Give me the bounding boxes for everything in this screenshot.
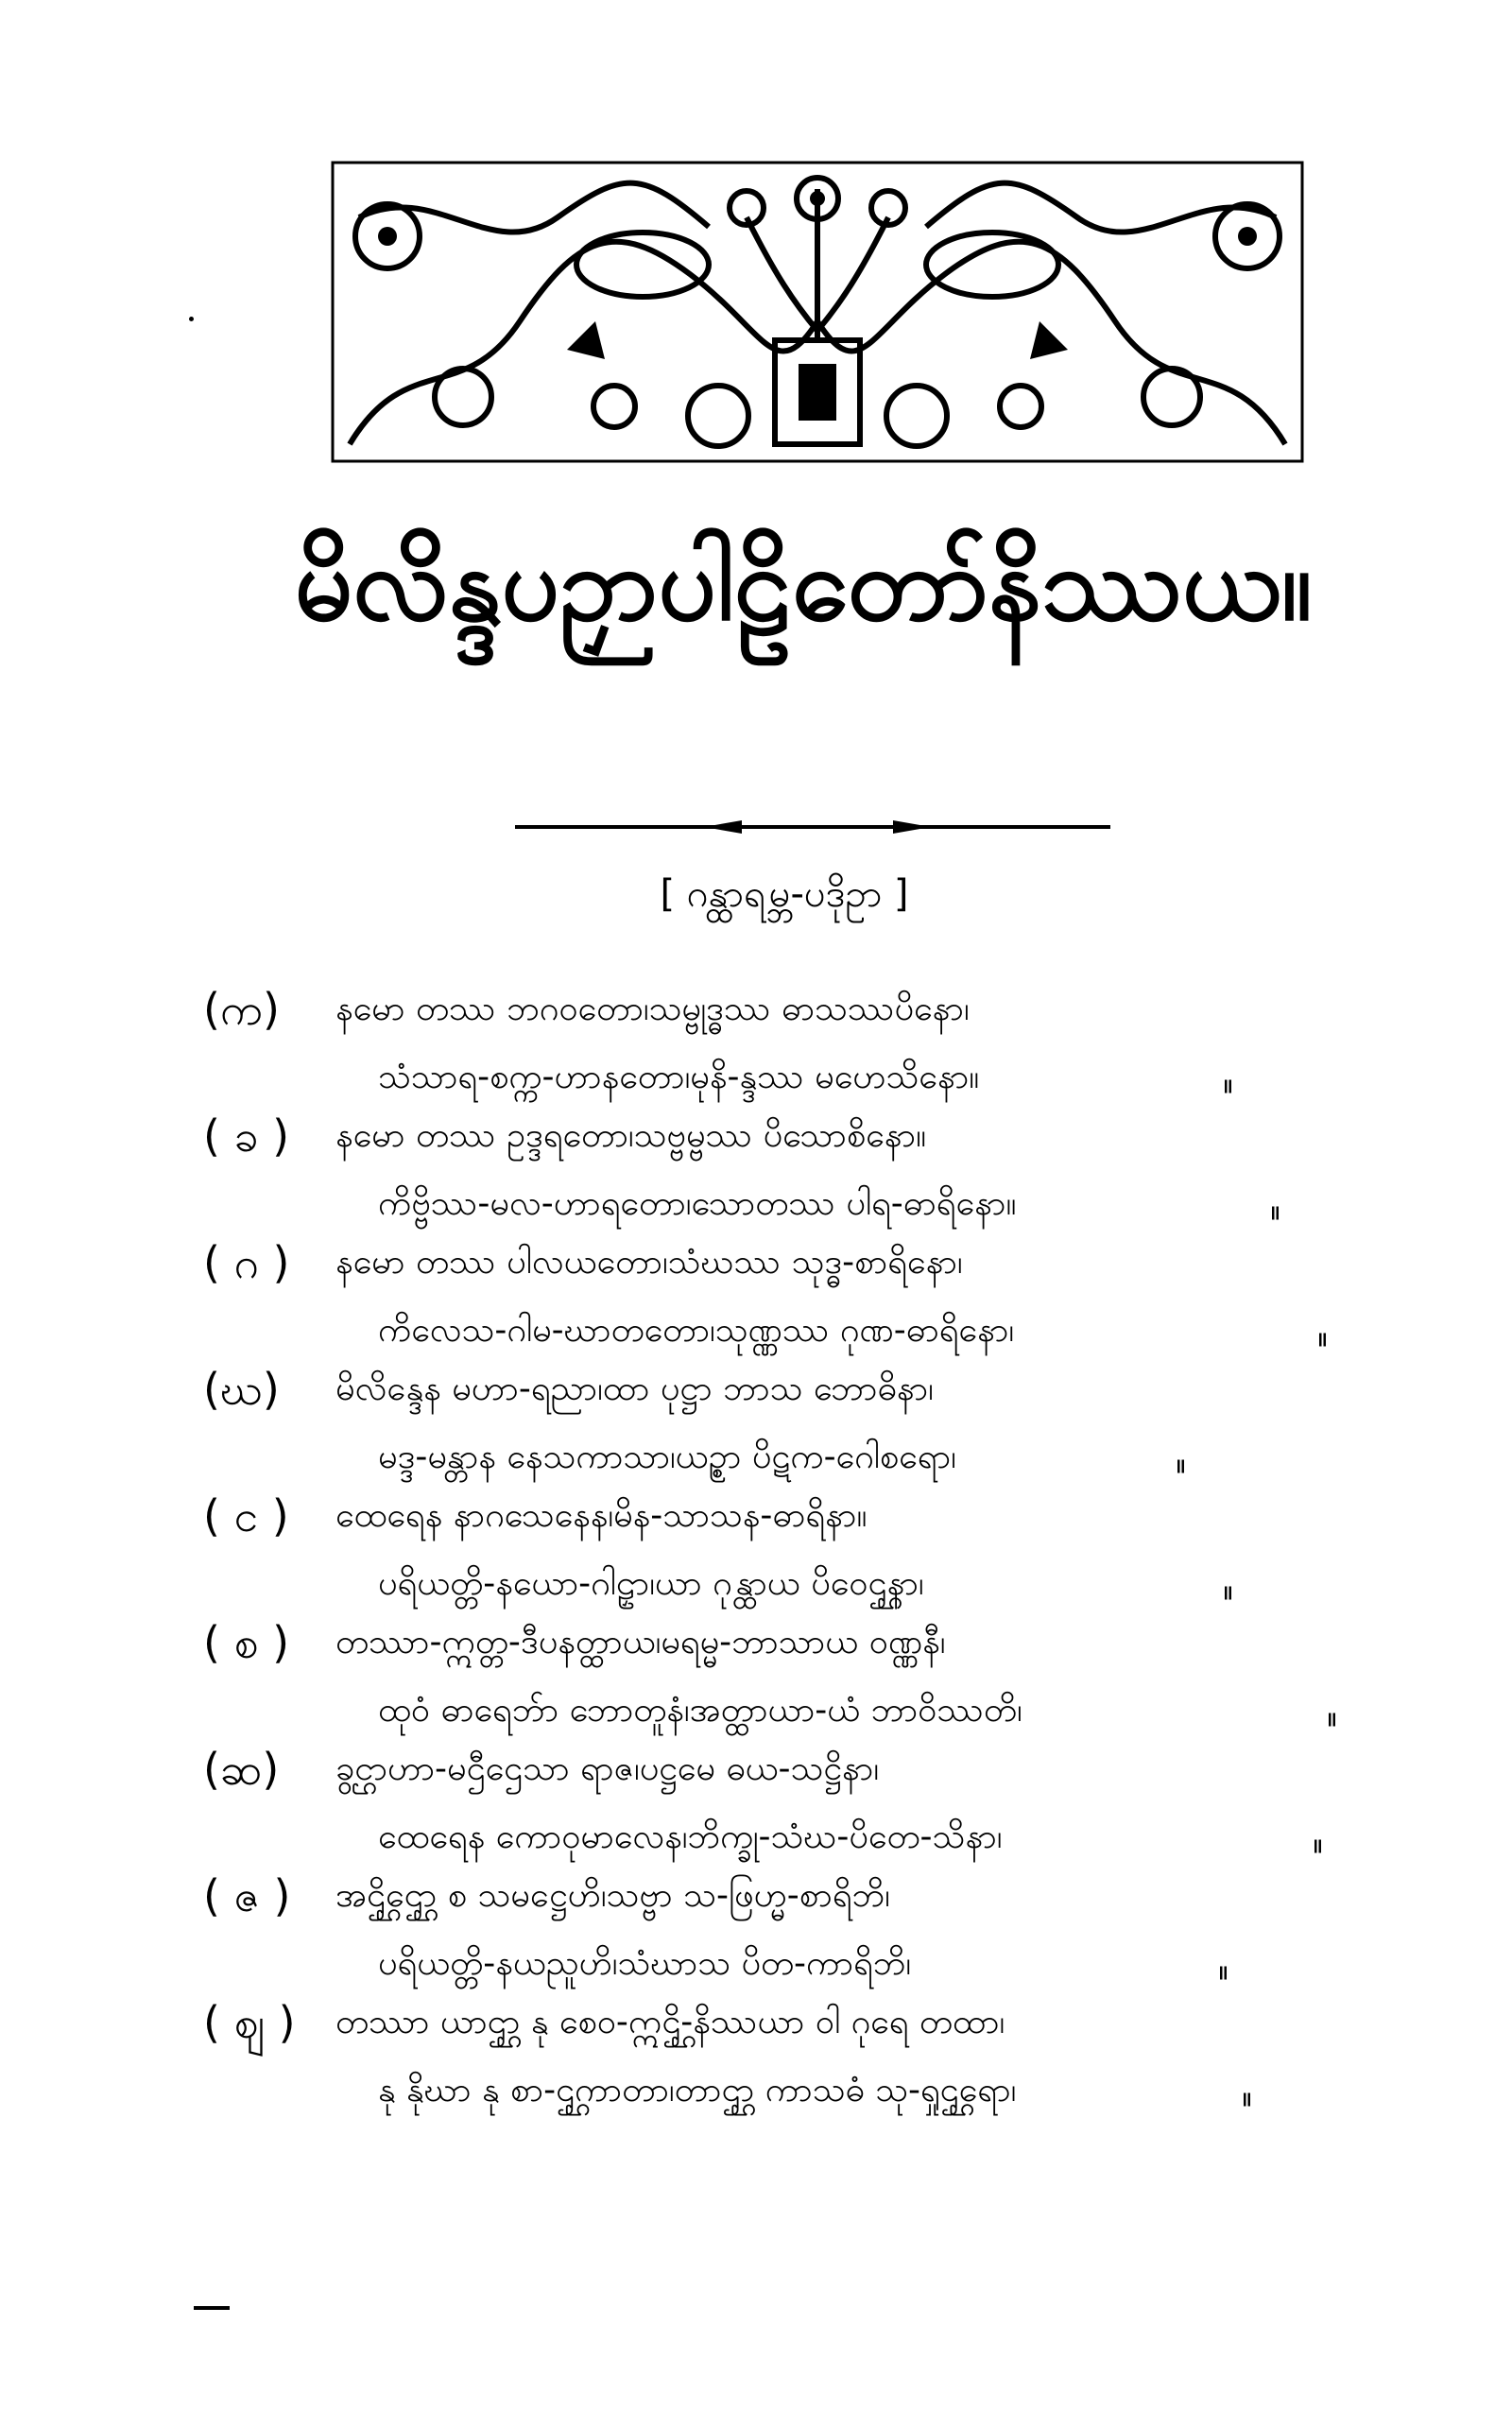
verse-line: နမော တဿ ပါလယတော၊သံဃဿ သုဒ္ဓ-စာရိနော၊	[335, 1243, 963, 1282]
verse-item	[203, 1100, 1403, 1227]
verse-item	[203, 1733, 1403, 1860]
verse-line: ကိဗ္ဗိဿ-မလ-ဟာရတော၊သောတဿ ပါရ-ဓာရိနော။	[378, 1184, 1017, 1223]
verse-item	[203, 1480, 1403, 1607]
verse-line: နမော တဿ ဥဒ္ဒရတော၊သဗ္ဗမ္ဗဿ ပိသောစိနော။	[335, 1116, 926, 1155]
end-mark: ။	[1224, 1067, 1233, 1100]
verse-line: ခွင္ဌာဟာ-မဌီဌေသာ ရာဇ၊ပဋ္ဌမေ ဓယ-သဋ္ဌိနာ၊	[335, 1749, 880, 1788]
verse-line: နု နိုဃာ နု စာ-ဌ္ဌကာတာ၊တာဌ္ဌာ ကာသဓံ သု-ရှုဌ္ဌရော၊	[378, 2071, 1017, 2109]
verse-number: ( စ )	[203, 1617, 290, 1668]
page-title: မိလိန္ဒပဉှာပါဠိတော်နိဿယ။	[294, 525, 1313, 644]
verse-number: (ဆ)	[203, 1744, 280, 1795]
verse-item	[203, 1607, 1403, 1733]
verse-number: (က)	[203, 984, 280, 1035]
end-mark: ။	[1314, 1827, 1323, 1860]
end-mark: ။	[1271, 1194, 1280, 1227]
verse-line: သံသာရ-စက္က-ဟာနတော၊မုနိ-န္ဒဿ မဟေသိနော။	[378, 1058, 980, 1096]
stray-mark	[189, 317, 194, 321]
verse-item	[203, 1353, 1403, 1480]
verse-line: တဿာ-ဣတ္တ-ဒီပနတ္ထာယ၊မရမ္မ-ဘာသာယ ဝဏ္ဏနီ၊	[335, 1623, 946, 1662]
verse-item	[203, 973, 1403, 1100]
verse-number: ( ဈ )	[203, 1997, 296, 2048]
verse-number: ( င )	[203, 1490, 289, 1541]
verse-line: နမော တဿ ဘဂဝတော၊သမ္ဗုဒ္ဓဿ ဓာသဿပိနော၊	[335, 990, 970, 1028]
verse-number: ( ခ )	[203, 1111, 290, 1162]
verse-item	[203, 1227, 1403, 1353]
verse-item	[203, 1860, 1403, 1987]
verse-line: ထေရေန ကောဝုမာလေန၊ဘိက္ခု-သံဃ-ပိတေ-သိနာ၊	[378, 1817, 1003, 1856]
section-subtitle: [ ဂန္ထာရမ္ဘ-ပဒိုဥာ ]	[660, 872, 909, 916]
verse-number: ( ဇ )	[203, 1870, 291, 1921]
verse-line: ထုဝံ ဓာရေဘ်ာ ဘောတူနံ၊အတ္ထာယာ-ယံ ဘာဝိဿတိ၊	[378, 1691, 1022, 1730]
verse-line: ကိလေသ-ဂါမ-ဃာတတော၊သုဏ္ဏဿ ဂုဏ-ဓာရိနော၊	[378, 1311, 1015, 1350]
verse-number: (ဃ)	[203, 1364, 280, 1415]
end-mark: ။	[1243, 2080, 1252, 2113]
verse-line: မိလိန္ဒေန မဟာ-ရညာ၊ထာ ပုဋ္ဌာ ဘာသ ဘောဓိနာ၊	[335, 1369, 934, 1408]
verse-number: ( ဂ )	[203, 1237, 290, 1288]
end-mark: ။	[1318, 1320, 1328, 1353]
verse-line: မဒ္ဒ-မန္တာန နေသကာသာ၊ယဥ္စာ ပိဋက-ဂေါစရော၊	[378, 1438, 956, 1476]
verse-line: ပရိယတ္တိ-နယညူဟိ၊သံဃာသ ပိတ-ကာရိဘိ၊	[378, 1944, 912, 1983]
verse-line: ပရိယတ္တိ-နယော-ဂါဠှာ၊ယာ ဂုန္ထာယ ပိဝေဌ္ဌနာ၊	[378, 1564, 924, 1603]
verse-line: ထေရေန နာဂသေနေန၊မိန-သာသန-ဓာရိနာ။	[335, 1496, 868, 1535]
end-mark: ။	[1328, 1700, 1337, 1733]
verse-list	[203, 973, 1403, 2113]
floral-ornament-headpiece	[331, 161, 1304, 463]
decorative-rule	[515, 815, 1110, 839]
verse-line: အဌ္ဌိဌ္ဌော စ သမဋ္ဌေဟိ၊သဗ္ဗာ သ-ဖြဟ္မ-စာရိဘိ၊	[335, 1876, 890, 1915]
end-mark: ။	[1219, 1954, 1228, 1987]
end-mark: ။	[1224, 1574, 1233, 1607]
verse-item	[203, 1987, 1403, 2113]
end-mark: ။	[1177, 1447, 1186, 1480]
stray-mark	[194, 2306, 230, 2310]
verse-line: တဿာ ယာဌ္ဌာ နု စေဝ-ဣဌ္ဌိ-နိဿယာ ဝါ ဂုရေ တထာ၊	[335, 2003, 1005, 2041]
